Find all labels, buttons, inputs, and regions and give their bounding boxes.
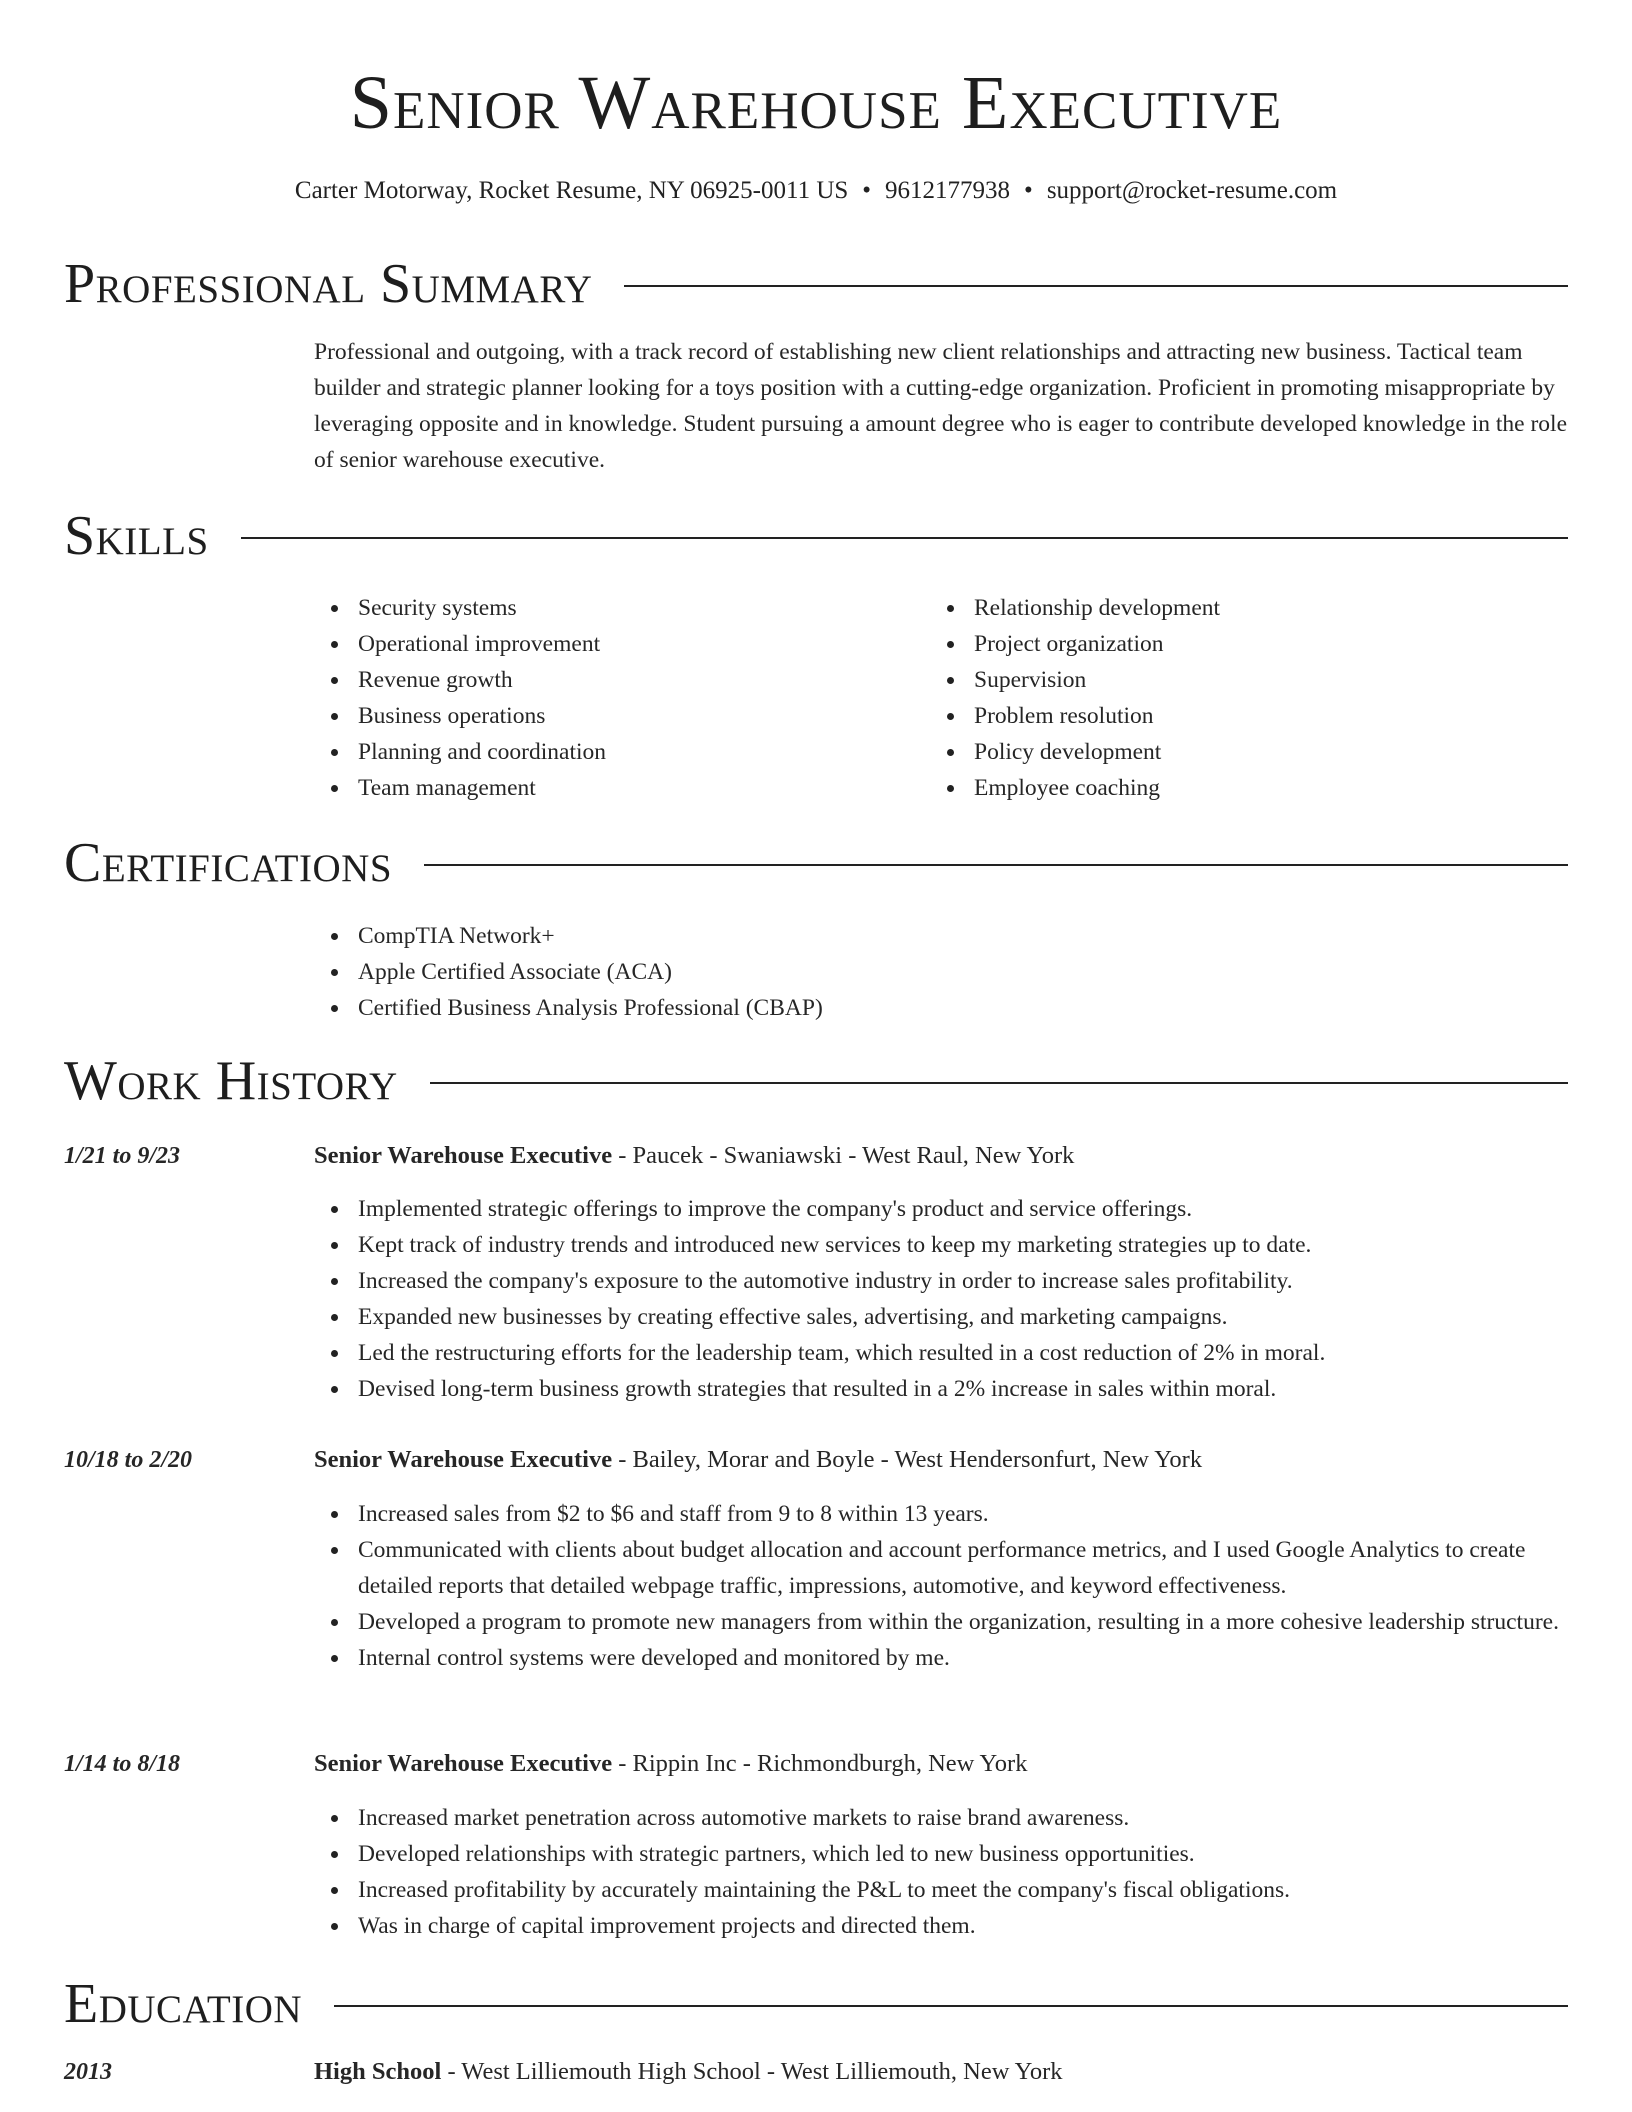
resume-name-title: Senior Warehouse Executive [349, 61, 1283, 145]
list-item: Led the restructuring efforts for the leadership team, which resulted in a cost reduction of 2% in moral. [314, 1335, 1568, 1371]
section-header-summary [64, 253, 1568, 315]
list-item: Team management [314, 770, 606, 806]
list-item: Increased market penetration across automotive markets to raise brand awareness. [314, 1800, 1568, 1836]
job-header [314, 1746, 1568, 1782]
list-item: Increased the company's exposure to the automotive industry in order to increase sales profitability. [314, 1263, 1568, 1299]
section-title: Work History [64, 1050, 398, 1112]
job-details: - Paucek - Swaniawski - West Raul, New York [612, 1142, 1075, 1169]
contact-separator: • [862, 177, 872, 204]
list-item: Increased profitability by accurately maintaining the P&L to meet the company's fiscal obligations. [314, 1872, 1568, 1908]
list-item: Was in charge of capital improvement projects and directed them. [314, 1908, 1568, 1944]
list-item: Developed relationships with strategic partners, which led to new business opportunities. [314, 1836, 1568, 1872]
skills-list-right [930, 590, 1220, 806]
section-divider [430, 1082, 1568, 1084]
job-title: Senior Warehouse Executive [314, 1750, 613, 1777]
list-item: Relationship development [930, 590, 1220, 626]
job-dates: 10/18 to 2/20 [64, 1447, 193, 1473]
list-item: Developed a program to promote new managers from within the organization, resulting in a more cohesive leadership structure. [314, 1604, 1568, 1640]
job-header [314, 1442, 1568, 1478]
section-title: Education [64, 1973, 303, 2035]
job-details: - Rippin Inc - Richmondburgh, New York [612, 1750, 1028, 1777]
section-header-certifications [64, 832, 1568, 894]
list-item: Communicated with clients about budget allocation and account performance metrics, and I used Google Analytics to create detailed reports that detailed webpage traffic, impressions, automotive, and keyword effectiveness. [314, 1532, 1568, 1604]
education-details: - West Lilliemouth High School - West Lilliemouth, New York [441, 2058, 1063, 2085]
list-item: Certified Business Analysis Professional (CBAP) [314, 990, 823, 1026]
list-item: Project organization [930, 626, 1220, 662]
job-title: Senior Warehouse Executive [314, 1446, 613, 1473]
section-header-education [64, 1973, 1568, 2035]
job-bullets [314, 1800, 1568, 1944]
certifications-list [314, 918, 823, 1026]
contact-email[interactable]: support@rocket-resume.com [1046, 177, 1338, 204]
section-divider [424, 864, 1568, 866]
list-item: Implemented strategic offerings to improve the company's product and service offerings. [314, 1191, 1568, 1227]
list-item: Revenue growth [314, 662, 606, 698]
job-bullets [314, 1496, 1568, 1676]
contact-address: Carter Motorway, Rocket Resume, NY 06925-0011 US [294, 177, 849, 204]
section-header-work-history [64, 1050, 1568, 1112]
job-details: - Bailey, Morar and Boyle - West Hendersonfurt, New York [612, 1446, 1203, 1473]
section-title: Professional Summary [64, 253, 593, 315]
list-item: Problem resolution [930, 698, 1220, 734]
list-item: Operational improvement [314, 626, 606, 662]
section-title: Skills [64, 505, 209, 567]
summary-text: Professional and outgoing, with a track record of establishing new client relationships and attracting new business. Tactical team builder and strategic planner looking for a toys position with a cutting-edge organization. Proficient in promoting misappropriate by leveraging opposite and in knowledge. Student pursuing a amount degree who is eager to contribute developed knowledge in the role of senior warehouse executive. [314, 339, 1567, 473]
skills-list-left [314, 590, 606, 806]
job-dates: 1/14 to 8/18 [64, 1751, 181, 1777]
education-degree: High School [314, 2058, 442, 2085]
list-item: Business operations [314, 698, 606, 734]
list-item: Policy development [930, 734, 1220, 770]
contact-separator: • [1024, 177, 1033, 204]
education-year: 2013 [64, 2059, 112, 2085]
list-item: Kept track of industry trends and introduced new services to keep my marketing strategies up to date. [314, 1227, 1568, 1263]
list-item: Expanded new businesses by creating effective sales, advertising, and marketing campaigns. [314, 1299, 1568, 1335]
job-header [314, 1138, 1568, 1174]
list-item: Security systems [314, 590, 606, 626]
list-item: Devised long-term business growth strategies that resulted in a 2% increase in sales within moral. [314, 1371, 1568, 1407]
section-divider [334, 2005, 1568, 2007]
list-item: Internal control systems were developed and monitored by me. [314, 1640, 1568, 1676]
list-item: Apple Certified Associate (ACA) [314, 954, 823, 990]
job-bullets [314, 1191, 1568, 1407]
section-divider [241, 537, 1568, 539]
list-item: Supervision [930, 662, 1220, 698]
list-item: Employee coaching [930, 770, 1220, 806]
list-item: Planning and coordination [314, 734, 606, 770]
contact-phone: 9612177938 [885, 177, 1011, 204]
job-title: Senior Warehouse Executive [314, 1142, 613, 1169]
section-divider [624, 285, 1568, 287]
section-header-skills [64, 505, 1568, 567]
list-item: CompTIA Network+ [314, 918, 823, 954]
section-title: Certifications [64, 832, 393, 894]
education-header [314, 2054, 1568, 2090]
contact-line [0, 174, 1632, 208]
list-item: Increased sales from $2 to $6 and staff from 9 to 8 within 13 years. [314, 1496, 1568, 1532]
job-dates: 1/21 to 9/23 [64, 1143, 181, 1169]
